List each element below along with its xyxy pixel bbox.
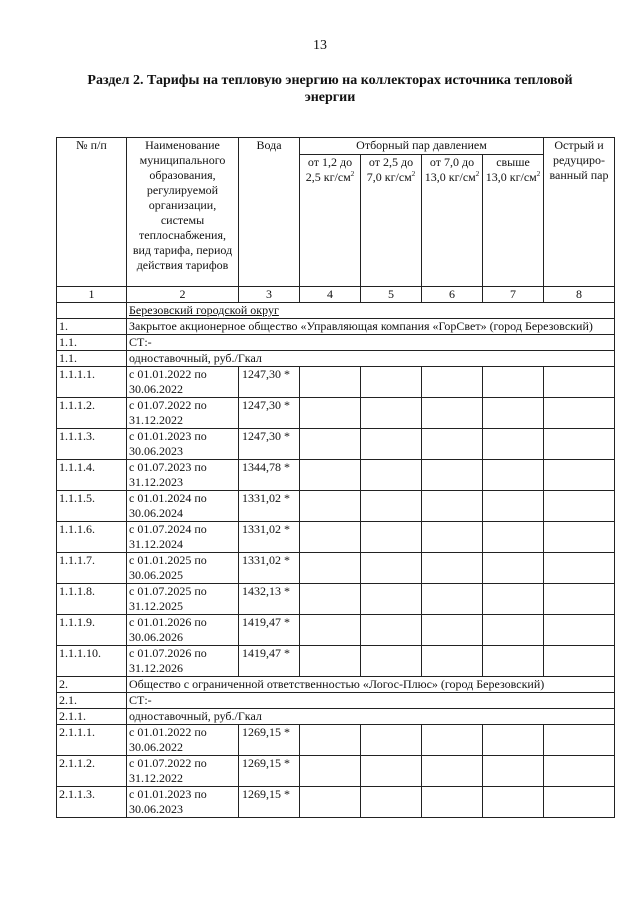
row-empty-cell (300, 398, 361, 429)
table-row (57, 429, 615, 460)
row-empty-cell (361, 787, 422, 818)
row-empty-cell (361, 429, 422, 460)
row-empty-cell (483, 553, 544, 584)
row-empty-cell (544, 491, 615, 522)
row-number: 1.1.1.3. (57, 429, 127, 460)
row-empty-cell (483, 584, 544, 615)
table-row (57, 725, 615, 756)
column-number: 8 (544, 287, 615, 303)
organization-row-num: 2. (57, 677, 127, 693)
column-number: 6 (422, 287, 483, 303)
row-empty-cell (300, 584, 361, 615)
table-row (57, 522, 615, 553)
organization-row-text: Общество с ограниченной ответственностью «Логос-Плюс» (город Березовский) (127, 677, 615, 693)
row-empty-cell (483, 725, 544, 756)
row-empty-cell (422, 553, 483, 584)
row-water-value: 1419,47 * (239, 615, 300, 646)
row-empty-cell (422, 787, 483, 818)
row-empty-cell (300, 460, 361, 491)
page-number: 13 (313, 38, 327, 53)
row-empty-cell (483, 460, 544, 491)
row-water-value: 1269,15 * (239, 756, 300, 787)
row-number: 1.1.1.10. (57, 646, 127, 677)
system-row-text: СТ:- (127, 335, 615, 351)
row-period: с 01.07.2025 по 31.12.2025 (127, 584, 239, 615)
row-empty-cell (361, 584, 422, 615)
column-number: 2 (127, 287, 239, 303)
district-row (57, 303, 615, 319)
row-empty-cell (483, 615, 544, 646)
row-empty-cell (300, 553, 361, 584)
system-row (57, 693, 615, 709)
table-body (57, 303, 615, 818)
row-empty-cell (483, 491, 544, 522)
row-empty-cell (361, 646, 422, 677)
row-empty-cell (422, 429, 483, 460)
section-title: Раздел 2. Тарифы на тепловую энергию на коллекторах источника тепловой энергии (87, 73, 573, 105)
header-steam-1: от 1,2 до 2,5 $кг/см^2$ (300, 155, 361, 287)
row-period: с 01.07.2024 по 31.12.2024 (127, 522, 239, 553)
row-number: 1.1.1.2. (57, 398, 127, 429)
row-empty-cell (544, 460, 615, 491)
row-empty-cell (544, 646, 615, 677)
row-empty-cell (483, 787, 544, 818)
system-row-num: 1.1. (57, 335, 127, 351)
header-steam-4: свыше 13,0 $кг/см^2$ (483, 155, 544, 287)
row-empty-cell (544, 367, 615, 398)
row-empty-cell (422, 584, 483, 615)
row-empty-cell (422, 367, 483, 398)
row-water-value: 1247,30 * (239, 429, 300, 460)
row-period: с 01.01.2024 по 30.06.2024 (127, 491, 239, 522)
header-sharp-steam: Острый и редуциро-ванный пар (544, 138, 615, 287)
row-empty-cell (544, 553, 615, 584)
row-empty-cell (300, 491, 361, 522)
tariff-type-row (57, 709, 615, 725)
row-empty-cell (483, 646, 544, 677)
row-period: с 01.01.2025 по 30.06.2025 (127, 553, 239, 584)
row-water-value: 1344,78 * (239, 460, 300, 491)
column-number: 1 (57, 287, 127, 303)
row-empty-cell (361, 398, 422, 429)
table-row (57, 460, 615, 491)
row-empty-cell (300, 756, 361, 787)
table-row (57, 787, 615, 818)
row-empty-cell (422, 646, 483, 677)
row-water-value: 1331,02 * (239, 491, 300, 522)
row-number: 1.1.1.7. (57, 553, 127, 584)
table-row (57, 398, 615, 429)
row-empty-cell (300, 725, 361, 756)
tariff-type-row-num: 1.1. (57, 351, 127, 367)
row-water-value: 1247,30 * (239, 367, 300, 398)
row-period: с 01.01.2023 по 30.06.2023 (127, 787, 239, 818)
organization-row-text: Закрытое акционерное общество «Управляющая компания «ГорСвет» (город Березовский) (127, 319, 615, 335)
row-empty-cell (422, 756, 483, 787)
tariff-table (56, 137, 615, 818)
row-empty-cell (422, 460, 483, 491)
row-empty-cell (544, 615, 615, 646)
row-empty-cell (361, 491, 422, 522)
row-number: 1.1.1.9. (57, 615, 127, 646)
row-empty-cell (422, 615, 483, 646)
row-empty-cell (483, 367, 544, 398)
row-empty-cell (300, 429, 361, 460)
row-empty-cell (300, 787, 361, 818)
header-name: Наименование муниципального образования, регулируемой организации, системы теплоснабжения, вид тарифа, период действия тарифов (127, 138, 239, 287)
row-water-value: 1331,02 * (239, 553, 300, 584)
column-number: 3 (239, 287, 300, 303)
row-empty-cell (483, 522, 544, 553)
row-period: с 01.07.2022 по 31.12.2022 (127, 398, 239, 429)
row-empty-cell (361, 756, 422, 787)
row-empty-cell (544, 522, 615, 553)
row-empty-cell (422, 398, 483, 429)
row-water-value: 1247,30 * (239, 398, 300, 429)
row-water-value: 1432,13 * (239, 584, 300, 615)
row-water-value: 1269,15 * (239, 725, 300, 756)
organization-row-num: 1. (57, 319, 127, 335)
row-number: 2.1.1.2. (57, 756, 127, 787)
tariff-type-row-text: одноставочный, руб./Гкал (127, 351, 615, 367)
system-row-text: СТ:- (127, 693, 615, 709)
table-row (57, 584, 615, 615)
row-empty-cell (300, 367, 361, 398)
header-steam-group: Отборный пар давлением (300, 138, 544, 155)
header-row-1 (57, 138, 615, 155)
system-row (57, 335, 615, 351)
row-empty-cell (483, 429, 544, 460)
table-row (57, 491, 615, 522)
row-number: 2.1.1.1. (57, 725, 127, 756)
tariff-type-row-num: 2.1.1. (57, 709, 127, 725)
row-empty-cell (544, 429, 615, 460)
system-row-num: 2.1. (57, 693, 127, 709)
row-empty-cell (300, 646, 361, 677)
organization-row (57, 677, 615, 693)
row-empty-cell (361, 725, 422, 756)
row-period: с 01.07.2026 по 31.12.2026 (127, 646, 239, 677)
header-steam-3: от 7,0 до 13,0 $кг/см^2$ (422, 155, 483, 287)
row-empty-cell (544, 787, 615, 818)
row-empty-cell (544, 398, 615, 429)
column-numbers-row (57, 287, 615, 303)
row-empty-cell (483, 398, 544, 429)
row-empty-cell (361, 522, 422, 553)
header-steam-2: от 2,5 до 7,0 $кг/см^2$ (361, 155, 422, 287)
row-period: с 01.01.2026 по 30.06.2026 (127, 615, 239, 646)
row-water-value: 1331,02 * (239, 522, 300, 553)
table-row (57, 553, 615, 584)
row-period: с 01.01.2022 по 30.06.2022 (127, 725, 239, 756)
row-number: 1.1.1.5. (57, 491, 127, 522)
column-number: 7 (483, 287, 544, 303)
table-row (57, 367, 615, 398)
table-row (57, 646, 615, 677)
district-name: Березовский городской округ (127, 303, 615, 319)
row-number: 1.1.1.4. (57, 460, 127, 491)
row-empty-cell (361, 367, 422, 398)
row-period: с 01.07.2023 по 31.12.2023 (127, 460, 239, 491)
row-number: 1.1.1.8. (57, 584, 127, 615)
row-number: 1.1.1.6. (57, 522, 127, 553)
row-empty-cell (300, 522, 361, 553)
tariff-type-row (57, 351, 615, 367)
organization-row (57, 319, 615, 335)
row-empty-cell (361, 553, 422, 584)
row-empty-cell (300, 615, 361, 646)
header-water: Вода (239, 138, 300, 287)
row-empty-cell (544, 725, 615, 756)
row-empty-cell (422, 491, 483, 522)
table-row (57, 615, 615, 646)
row-water-value: 1269,15 * (239, 787, 300, 818)
row-empty-cell (422, 522, 483, 553)
row-water-value: 1419,47 * (239, 646, 300, 677)
row-period: с 01.01.2022 по 30.06.2022 (127, 367, 239, 398)
column-number: 5 (361, 287, 422, 303)
row-number: 2.1.1.3. (57, 787, 127, 818)
table-row (57, 756, 615, 787)
row-number: 1.1.1.1. (57, 367, 127, 398)
row-empty-cell (361, 460, 422, 491)
header-num: № п/п (57, 138, 127, 287)
row-empty-cell (544, 756, 615, 787)
row-empty-cell (422, 725, 483, 756)
row-empty-cell (361, 615, 422, 646)
row-period: с 01.01.2023 по 30.06.2023 (127, 429, 239, 460)
row-empty-cell (483, 756, 544, 787)
column-number: 4 (300, 287, 361, 303)
row-empty-cell (544, 584, 615, 615)
row-period: с 01.07.2022 по 31.12.2022 (127, 756, 239, 787)
tariff-type-row-text: одноставочный, руб./Гкал (127, 709, 615, 725)
